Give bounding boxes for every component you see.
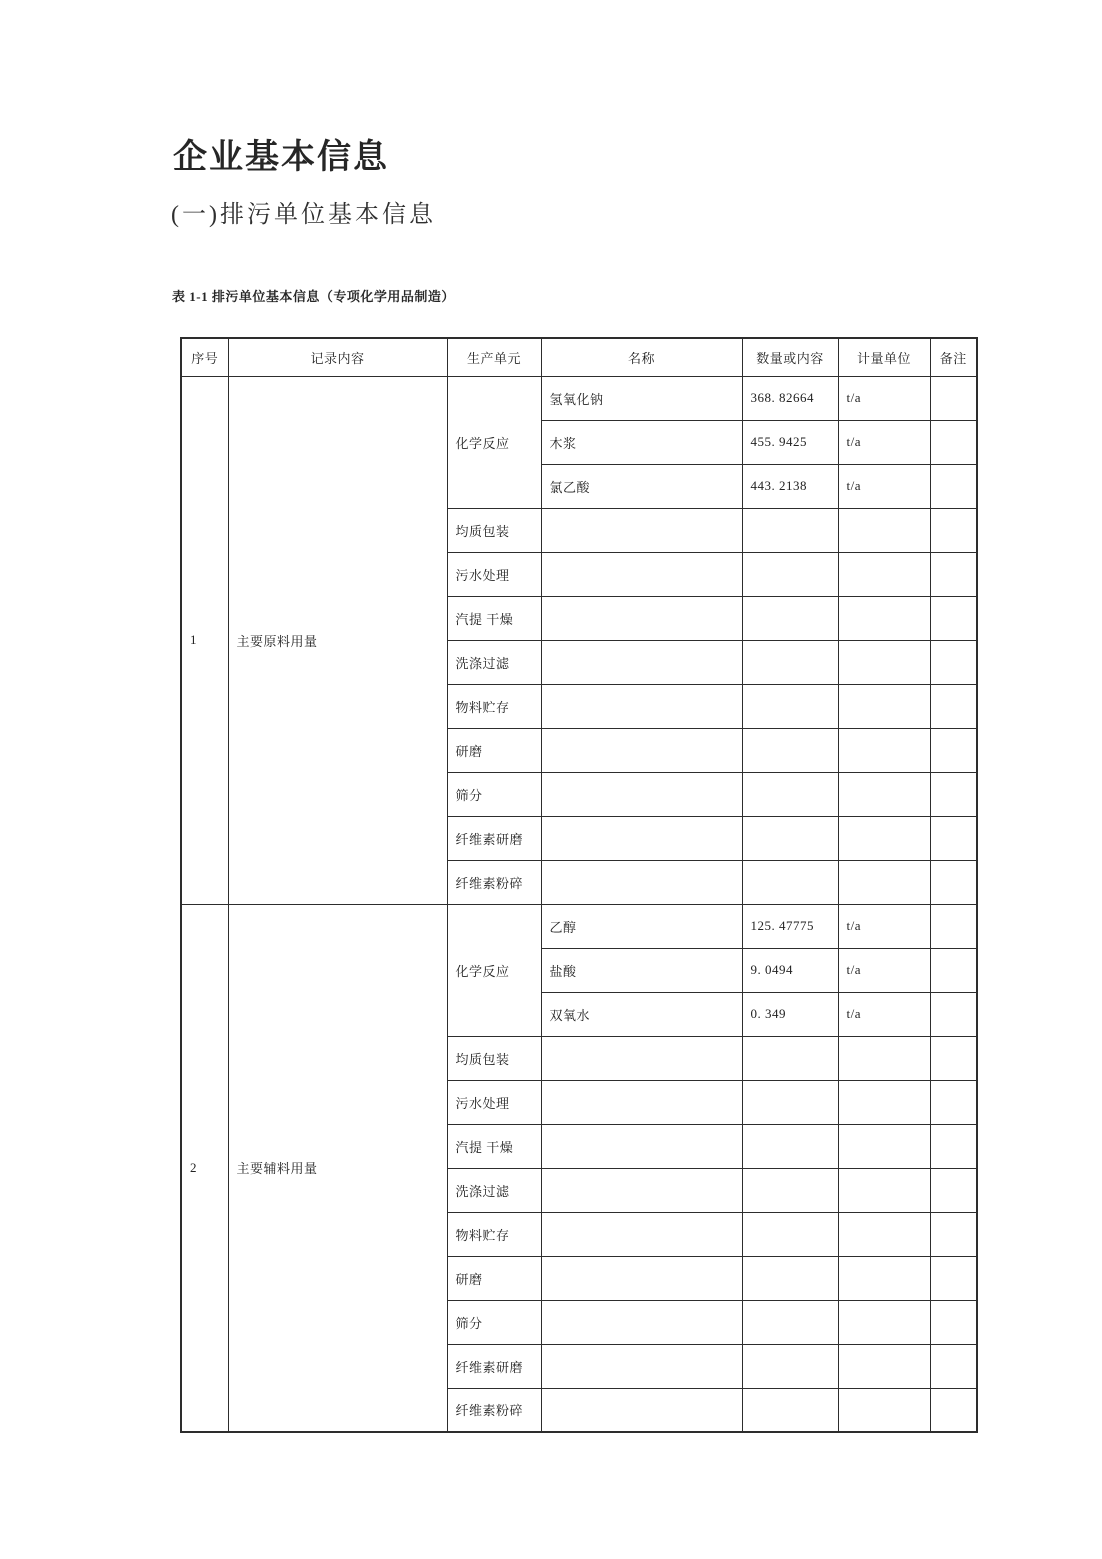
measure-unit-cell: [838, 1168, 930, 1212]
production-unit-cell: 汽提 干燥: [447, 1124, 541, 1168]
remark-cell: [930, 992, 977, 1036]
remark-cell: [930, 948, 977, 992]
measure-unit-cell: [838, 1256, 930, 1300]
measure-unit-cell: [838, 1212, 930, 1256]
measure-unit-cell: [838, 1344, 930, 1388]
measure-unit-cell: [838, 508, 930, 552]
quantity-cell: [742, 860, 838, 904]
name-cell: [541, 596, 742, 640]
quantity-cell: 443. 2138: [742, 464, 838, 508]
seq-cell: 1: [181, 376, 228, 904]
quantity-cell: [742, 508, 838, 552]
quantity-cell: [742, 640, 838, 684]
production-unit-cell: 化学反应: [447, 376, 541, 508]
production-unit-cell: 纤维素研磨: [447, 816, 541, 860]
quantity-cell: [742, 1036, 838, 1080]
record-content-cell: 主要辅料用量: [228, 904, 447, 1432]
basic-info-table: [180, 337, 978, 1433]
remark-cell: [930, 596, 977, 640]
measure-unit-cell: t/a: [838, 376, 930, 420]
remark-cell: [930, 816, 977, 860]
name-cell: [541, 1124, 742, 1168]
remark-cell: [930, 728, 977, 772]
measure-unit-cell: t/a: [838, 992, 930, 1036]
measure-unit-cell: t/a: [838, 904, 930, 948]
remark-cell: [930, 1256, 977, 1300]
quantity-cell: 9. 0494: [742, 948, 838, 992]
name-cell: 氢氧化钠: [541, 376, 742, 420]
production-unit-cell: 均质包装: [447, 508, 541, 552]
measure-unit-cell: [838, 684, 930, 728]
production-unit-cell: 化学反应: [447, 904, 541, 1036]
quantity-cell: 0. 349: [742, 992, 838, 1036]
page-title: 企业基本信息: [173, 139, 389, 176]
measure-unit-cell: [838, 816, 930, 860]
quantity-cell: [742, 1212, 838, 1256]
quantity-cell: [742, 1080, 838, 1124]
production-unit-cell: 物料贮存: [447, 1212, 541, 1256]
remark-cell: [930, 684, 977, 728]
measure-unit-cell: [838, 772, 930, 816]
production-unit-cell: 污水处理: [447, 1080, 541, 1124]
production-unit-cell: 纤维素粉碎: [447, 1388, 541, 1432]
quantity-cell: [742, 1344, 838, 1388]
measure-unit-cell: [838, 1124, 930, 1168]
measure-unit-cell: [838, 596, 930, 640]
name-cell: [541, 1080, 742, 1124]
quantity-cell: [742, 1256, 838, 1300]
measure-unit-cell: [838, 1300, 930, 1344]
production-unit-cell: 纤维素粉碎: [447, 860, 541, 904]
remark-cell: [930, 1212, 977, 1256]
remark-cell: [930, 420, 977, 464]
remark-cell: [930, 1080, 977, 1124]
remark-cell: [930, 772, 977, 816]
production-unit-cell: 纤维素研磨: [447, 1344, 541, 1388]
name-cell: [541, 508, 742, 552]
measure-unit-cell: [838, 552, 930, 596]
quantity-cell: [742, 728, 838, 772]
table-row: [181, 376, 977, 420]
section-heading: (一)排污单位基本信息: [171, 202, 436, 228]
quantity-cell: [742, 1388, 838, 1432]
name-cell: [541, 772, 742, 816]
production-unit-cell: 筛分: [447, 1300, 541, 1344]
remark-cell: [930, 376, 977, 420]
name-cell: [541, 1256, 742, 1300]
quantity-cell: 455. 9425: [742, 420, 838, 464]
remark-cell: [930, 904, 977, 948]
remark-cell: [930, 464, 977, 508]
quantity-cell: [742, 816, 838, 860]
measure-unit-cell: t/a: [838, 948, 930, 992]
name-cell: [541, 1168, 742, 1212]
table-caption: 表 1-1 排污单位基本信息（专项化学用品制造）: [172, 289, 455, 304]
name-cell: [541, 1344, 742, 1388]
name-cell: [541, 684, 742, 728]
name-cell: [541, 640, 742, 684]
name-cell: [541, 860, 742, 904]
production-unit-cell: 洗涤过滤: [447, 1168, 541, 1212]
seq-cell: 2: [181, 904, 228, 1432]
name-cell: 双氧水: [541, 992, 742, 1036]
quantity-cell: [742, 552, 838, 596]
remark-cell: [930, 508, 977, 552]
remark-cell: [930, 1124, 977, 1168]
measure-unit-cell: t/a: [838, 420, 930, 464]
remark-cell: [930, 1300, 977, 1344]
name-cell: [541, 728, 742, 772]
production-unit-cell: 研磨: [447, 728, 541, 772]
quantity-cell: [742, 684, 838, 728]
name-cell: [541, 816, 742, 860]
col-header-remark: 备注: [930, 338, 977, 376]
quantity-cell: [742, 1300, 838, 1344]
table-row: [181, 904, 977, 948]
name-cell: [541, 552, 742, 596]
name-cell: [541, 1212, 742, 1256]
production-unit-cell: 筛分: [447, 772, 541, 816]
production-unit-cell: 污水处理: [447, 552, 541, 596]
remark-cell: [930, 1388, 977, 1432]
production-unit-cell: 洗涤过滤: [447, 640, 541, 684]
name-cell: [541, 1388, 742, 1432]
remark-cell: [930, 1168, 977, 1212]
name-cell: 氯乙酸: [541, 464, 742, 508]
measure-unit-cell: [838, 728, 930, 772]
col-header-name: 名称: [541, 338, 742, 376]
quantity-cell: 125. 47775: [742, 904, 838, 948]
production-unit-cell: 均质包装: [447, 1036, 541, 1080]
col-header-record-content: 记录内容: [228, 338, 447, 376]
measure-unit-cell: [838, 860, 930, 904]
record-content-cell: 主要原料用量: [228, 376, 447, 904]
name-cell: 乙醇: [541, 904, 742, 948]
name-cell: 木浆: [541, 420, 742, 464]
col-header-seq: 序号: [181, 338, 228, 376]
name-cell: [541, 1300, 742, 1344]
quantity-cell: [742, 1124, 838, 1168]
remark-cell: [930, 860, 977, 904]
col-header-production-unit: 生产单元: [447, 338, 541, 376]
name-cell: [541, 1036, 742, 1080]
quantity-cell: [742, 772, 838, 816]
col-header-quantity: 数量或内容: [742, 338, 838, 376]
measure-unit-cell: [838, 1080, 930, 1124]
quantity-cell: 368. 82664: [742, 376, 838, 420]
production-unit-cell: 汽提 干燥: [447, 596, 541, 640]
remark-cell: [930, 1036, 977, 1080]
remark-cell: [930, 552, 977, 596]
measure-unit-cell: [838, 640, 930, 684]
production-unit-cell: 研磨: [447, 1256, 541, 1300]
measure-unit-cell: [838, 1388, 930, 1432]
quantity-cell: [742, 1168, 838, 1212]
production-unit-cell: 物料贮存: [447, 684, 541, 728]
col-header-measure-unit: 计量单位: [838, 338, 930, 376]
remark-cell: [930, 640, 977, 684]
quantity-cell: [742, 596, 838, 640]
measure-unit-cell: [838, 1036, 930, 1080]
header-row: [181, 338, 977, 376]
name-cell: 盐酸: [541, 948, 742, 992]
measure-unit-cell: t/a: [838, 464, 930, 508]
remark-cell: [930, 1344, 977, 1388]
